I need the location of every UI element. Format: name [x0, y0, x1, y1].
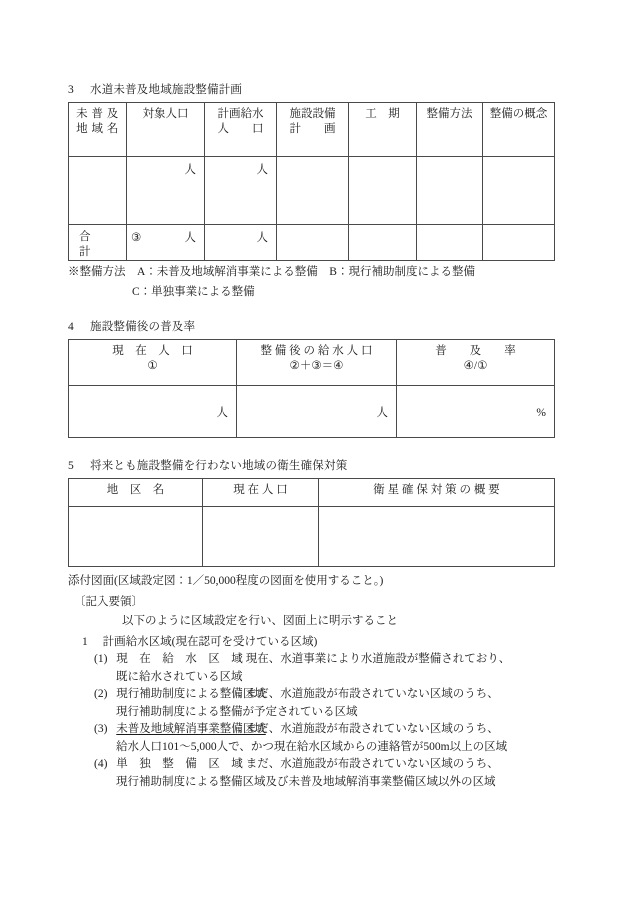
table-sanitation-measures: [68, 478, 555, 567]
cell-current-population[interactable]: [69, 386, 237, 438]
section-5-heading: [68, 458, 554, 474]
instruction-sub-3-cont: 給水人口101～5,000人で、かつ現在給水区域からの連絡管が500m以上の区域: [116, 740, 508, 753]
instruction-item-1: [68, 634, 554, 652]
cell-target-population[interactable]: [127, 157, 205, 225]
table-row-header: [69, 479, 555, 507]
col-header-district-name-label: 地 区 名: [106, 484, 165, 496]
col-header-rate-line2: ④/①: [463, 360, 488, 372]
cell-summary-value: [319, 507, 554, 513]
cell-total-method[interactable]: [417, 225, 483, 261]
cell-current-population[interactable]: [203, 507, 319, 567]
cell-planned-supply-population-unit: 人: [256, 164, 268, 176]
cell-rate-unit: %: [536, 407, 546, 419]
instruction-item-1-title: 計画給水区域(現在認可を受けている区域): [102, 635, 318, 648]
col-header-rate: [397, 340, 555, 386]
instructions-heading: 〔記入要領〕: [74, 595, 143, 608]
instruction-sub-3-number: (3): [94, 723, 108, 735]
col-header-concept-label: 整備の概念: [489, 108, 548, 120]
cell-concept[interactable]: [483, 157, 555, 225]
instruction-sub-3-label: 未普及地域解消事業整備区域: [116, 723, 266, 735]
section-3-number: 3: [68, 84, 74, 96]
col-header-facility-plan: [277, 103, 349, 157]
col-header-method: [417, 103, 483, 157]
instructions-lead: 以下のように区域設定を行い、図面上に明示すること: [122, 615, 398, 627]
col-header-planned-supply-population-line1: 計画給水: [217, 108, 264, 120]
table-row-entry: [69, 157, 555, 225]
section-4-heading: [68, 319, 554, 335]
table-row-entry: [69, 386, 555, 438]
note-method-line1: ※整備方法 A：未普及地域解消事業による整備 B：現行補助制度による整備: [68, 266, 475, 278]
col-header-district-name: [69, 479, 203, 507]
col-header-method-label: 整備方法: [426, 108, 473, 120]
table-row-header: [69, 103, 555, 157]
section-5-number: 5: [68, 460, 74, 472]
instruction-sub-4-label: 単 独 整 備 区 域: [116, 758, 243, 770]
col-header-facility-plan-line2: 計 画: [289, 123, 336, 135]
col-header-target-population-label: 対象人口: [142, 108, 189, 120]
col-header-facility-plan-line1: 施設設備: [289, 108, 336, 120]
col-header-concept: [483, 103, 555, 157]
cell-total-planned-supply-population[interactable]: [205, 225, 277, 261]
col-header-current-population-label: 現 在 人 口: [233, 484, 288, 496]
col-header-current-population-line1: 現 在 人 口: [112, 345, 193, 357]
table-facility-plan: [68, 102, 555, 261]
cell-total-label-text: 合 計: [79, 231, 114, 258]
cell-total-target-population-unit: 人: [184, 232, 196, 244]
attachment-note: 添付図面(区域設定図：1／50,000程度の図面を使用すること。): [68, 575, 384, 587]
cell-total-facility-plan[interactable]: [277, 225, 349, 261]
instruction-sub-4-number: (4): [94, 758, 108, 770]
instruction-sub-4: [68, 756, 554, 774]
cell-supply-population-after-unit: 人: [376, 407, 388, 419]
section-3-title: 水道未普及地域施設整備計画: [90, 84, 243, 96]
section-5-title: 将来とも施設整備を行わない地域の衛生確保対策: [90, 460, 348, 472]
section-3-heading: [68, 82, 554, 98]
col-header-supply-population-after: [237, 340, 397, 386]
cell-total-period[interactable]: [349, 225, 417, 261]
note-method-line2: C：単独事業による整備: [132, 286, 255, 298]
col-header-period: [349, 103, 417, 157]
col-header-rate-line1: 普 及 率: [435, 345, 516, 357]
cell-district-name-value: [69, 507, 202, 513]
col-header-current-population: [69, 340, 237, 386]
cell-planned-supply-population[interactable]: [205, 157, 277, 225]
col-header-period-label: 工 期: [365, 108, 400, 120]
col-header-area-name: [69, 103, 127, 157]
cell-total-target-population[interactable]: [127, 225, 205, 261]
table-row-entry: [69, 507, 555, 567]
cell-supply-population-after[interactable]: [237, 386, 397, 438]
col-header-area-name-line2: 地 域 名: [76, 123, 119, 135]
cell-period[interactable]: [349, 157, 417, 225]
cell-total-label: [69, 225, 127, 261]
instruction-sub-4-line1: ：まだ、水道施設が布設されていない区域のうち、: [234, 758, 499, 770]
document-content: [68, 82, 554, 791]
instruction-sub-1-line1: ：現在、水道事業により水道施設が整備されており、: [234, 653, 511, 665]
cell-summary[interactable]: [319, 507, 555, 567]
cell-method[interactable]: [417, 157, 483, 225]
instruction-sub-1: [68, 651, 554, 669]
instruction-sub-2-line1: ：まだ、水道施設が布設されていない区域のうち、: [234, 688, 499, 700]
instruction-sub-1-label: 現 在 給 水 区 域: [116, 653, 243, 665]
instruction-sub-2-label: 現行補助制度による整備区域: [116, 688, 266, 700]
col-header-current-population-line2: ①: [147, 360, 158, 372]
col-header-current-population: [203, 479, 319, 507]
table-row-total: [69, 225, 555, 261]
instruction-item-1-number: 1: [82, 635, 88, 648]
cell-total-concept[interactable]: [483, 225, 555, 261]
cell-facility-plan[interactable]: [277, 157, 349, 225]
table-row-header: [69, 340, 555, 386]
col-header-planned-supply-population-line2: 人 口: [217, 123, 264, 135]
section-4-number: 4: [68, 321, 74, 333]
section-4-title: 施設整備後の普及率: [90, 321, 196, 333]
col-header-summary: [319, 479, 555, 507]
instruction-sub-1-cont: 既に給水されている区域: [116, 670, 243, 683]
instruction-sub-2-cont: 現行補助制度による整備が予定されている区域: [116, 705, 358, 718]
cell-area-name-value: [69, 157, 126, 163]
col-header-target-population: [127, 103, 205, 157]
instruction-sub-1-number: (1): [94, 653, 108, 665]
cell-total-marker: ③: [131, 232, 142, 244]
instruction-sub-2: [68, 686, 554, 704]
cell-current-population-unit: 人: [216, 407, 228, 419]
cell-total-planned-supply-population-unit: 人: [256, 232, 268, 244]
cell-area-name[interactable]: [69, 157, 127, 225]
instruction-sub-3: [68, 721, 554, 739]
cell-current-population-value: [203, 507, 318, 513]
cell-target-population-unit: 人: [184, 164, 196, 176]
col-header-planned-supply-population: [205, 103, 277, 157]
cell-rate[interactable]: [397, 386, 555, 438]
col-header-supply-population-after-line1: 整 備 後 の 給 水 人 口: [260, 345, 373, 357]
table-supply-rate: [68, 339, 555, 438]
instruction-sub-4-cont: 現行補助制度による整備区域及び未普及地域解消事業整備区域以外の区域: [116, 775, 496, 788]
instruction-sub-2-number: (2): [94, 688, 108, 700]
cell-district-name[interactable]: [69, 507, 203, 567]
col-header-area-name-line1: 未 普 及: [76, 108, 119, 120]
col-header-supply-population-after-line2: ②＋③＝④: [289, 360, 344, 372]
col-header-summary-label: 衛 星 確 保 対 策 の 概 要: [373, 484, 500, 496]
instruction-sub-3-line1: ：まだ、水道施設が布設されていない区域のうち、: [234, 723, 499, 735]
